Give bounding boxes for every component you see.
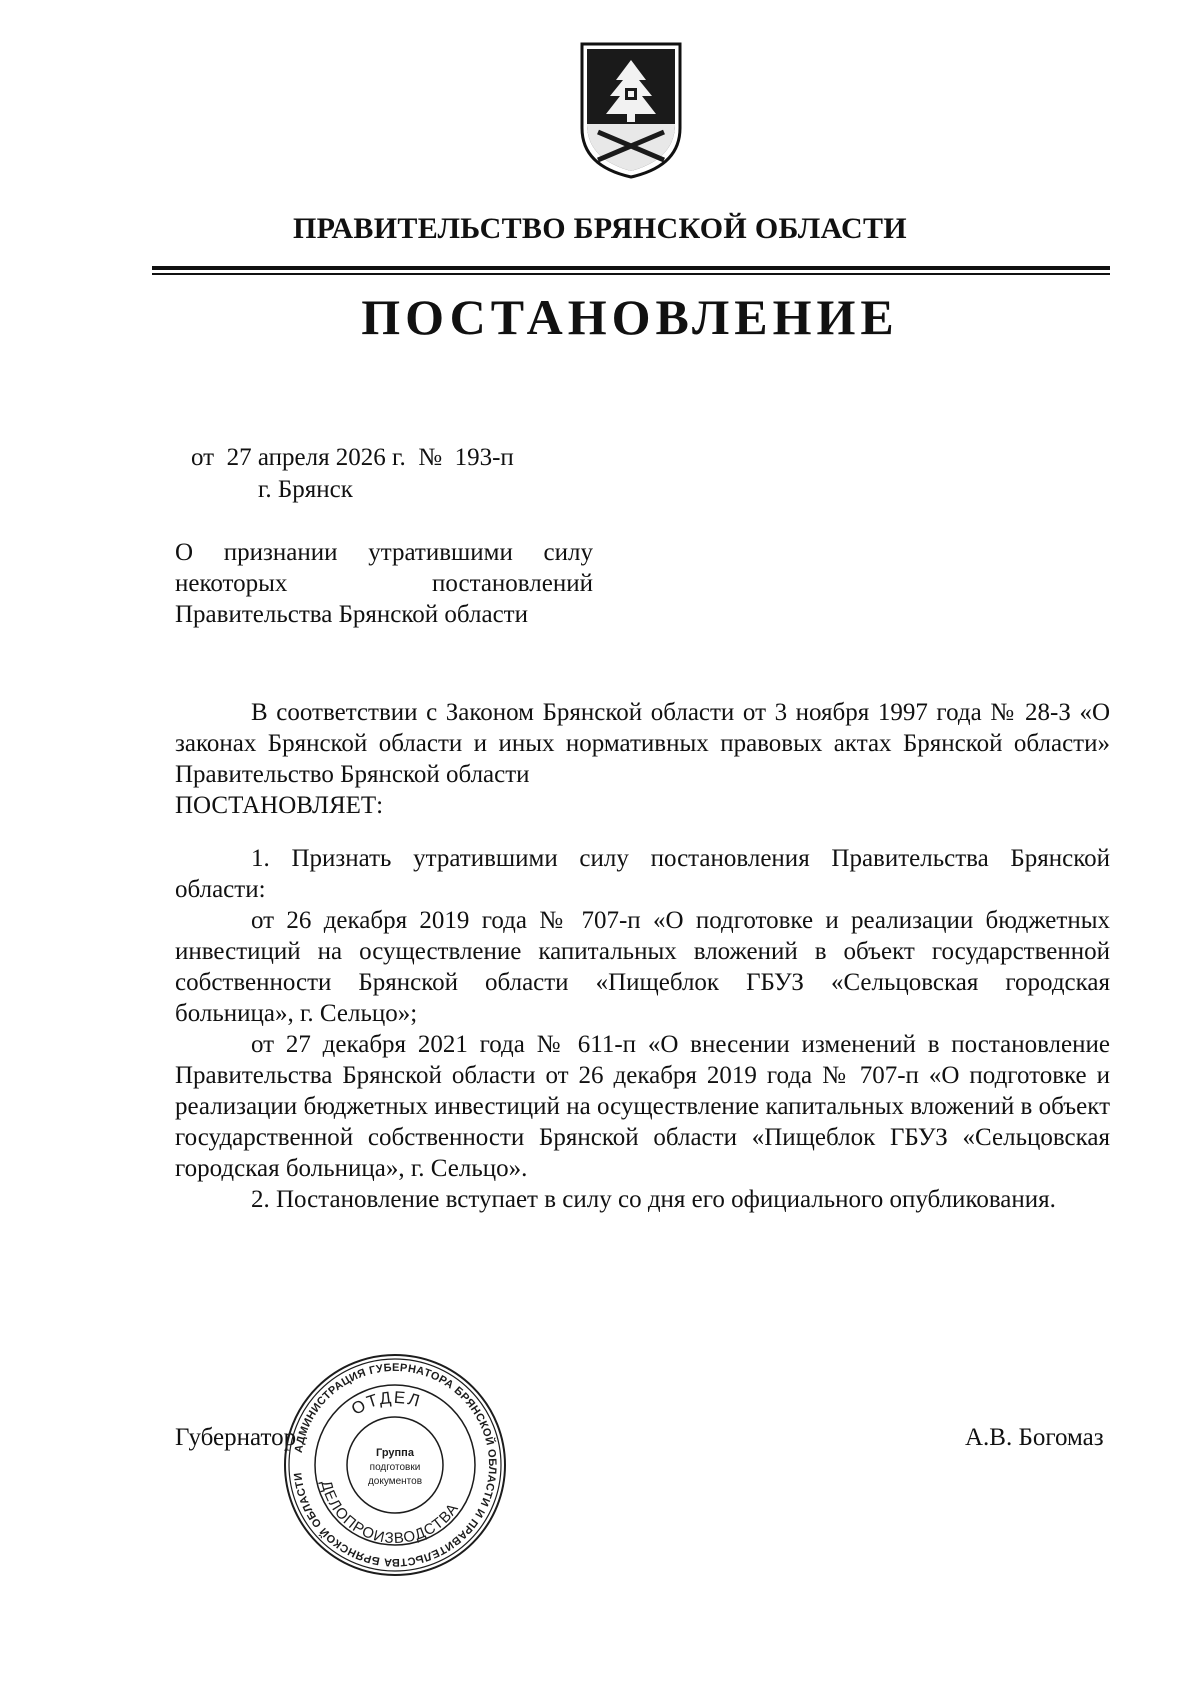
stamp-center-line-1: Группа (376, 1447, 414, 1459)
signatory-name: А.В. Богомаз (965, 1424, 1104, 1451)
document-body (175, 697, 1110, 1215)
stamp-inner-top-text: ОТДЕЛ (348, 1387, 424, 1419)
document-subject: О признании утратившими силу некоторых постановлений Правительства Брянской области (175, 539, 593, 628)
header-divider-thick (152, 266, 1110, 270)
document-type-title: ПОСТАНОВЛЕНИЕ (361, 289, 899, 345)
preamble-paragraph: В соответствии с Законом Брянской области от 3 ноября 1997 года № 28-З «О законах Брянской области и иных нормативных правовых актах Брянской области» Правительство Брянской области (175, 699, 1110, 788)
svg-text:ОТДЕЛ (348, 1388, 424, 1419)
government-title: ПРАВИТЕЛЬСТВО БРЯНСКОЙ ОБЛАСТИ (293, 212, 907, 245)
signatory-position: Губернатор (175, 1424, 297, 1451)
header-divider-thin (152, 273, 1110, 275)
item-1-sub-a: от 26 декабря 2019 года № 707-п «О подготовке и реализации бюджетных инвестиций на осуществление капитальных вложений в объект государственной собственности Брянской области «Пищеблок ГБУЗ «Сельцовская городская больница», г. Сельцо»; (175, 907, 1110, 1027)
stamp-center-line-2: подготовки (369, 1462, 421, 1473)
stamp-center-line-3: документов (367, 1476, 423, 1487)
item-2-paragraph: 2. Постановление вступает в силу со дня его официального опубликования. (251, 1186, 1056, 1213)
document-city: г. Брянск (258, 476, 353, 503)
office-stamp (280, 1350, 510, 1580)
decree-word: ПОСТАНОВЛЯЕТ: (175, 792, 384, 819)
document-date-number: от 27 апреля 2026 г. № 193-п (191, 444, 514, 471)
item-1-sub-b: от 27 декабря 2021 года № 611-п «О внесении изменений в постановление Правительства Брянской области от 26 декабря 2019 года № 707-п «О подготовке и реализации бюджетных инвестиций на осуществление капитальных вложений в объект государственной собственности Брянской области «Пищеблок ГБУЗ «Сельцовская городская больница», г. Сельцо». (175, 1031, 1110, 1182)
bryansk-coat-of-arms-icon (576, 40, 686, 180)
stamp-inner-bottom-text: ДЕЛОПРОИЗВОДСТВА (317, 1478, 463, 1548)
stamp-outer-text: АДМИНИСТРАЦИЯ ГУБЕРНАТОРА БРЯНСКОЙ ОБЛАСТИ И ПРАВИТЕЛЬСТВА БРЯНСКОЙ ОБЛАСТИ (292, 1361, 499, 1569)
item-1-paragraph: 1. Признать утратившими силу постановления Правительства Брянской области: (175, 845, 1110, 903)
